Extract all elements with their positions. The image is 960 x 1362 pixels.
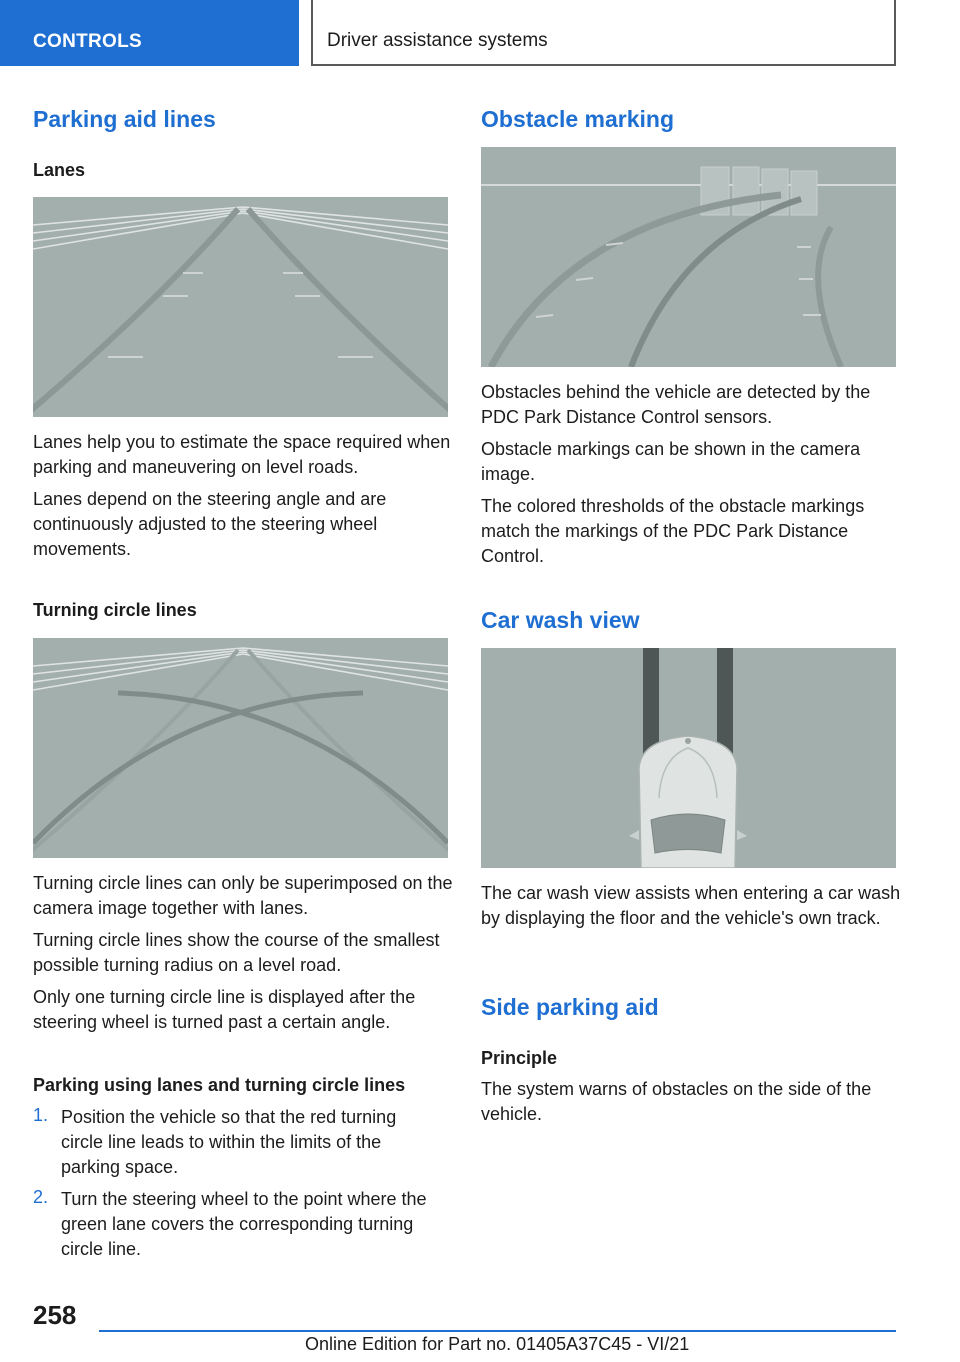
parking-aid-heading: Parking aid lines xyxy=(33,106,216,132)
obstacle-paragraph-1: Obstacles behind the vehicle are detected by the PDC Park Distance Control sensors. xyxy=(481,382,871,427)
turning-circle-heading: Turning circle lines xyxy=(33,600,197,620)
turning-circle-figure xyxy=(33,638,448,858)
obstacle-paragraph-3: The colored thresholds of the obstacle markings match the markings of the PDC Park Distance Control. xyxy=(481,496,865,566)
header-section-label: CONTROLS xyxy=(33,31,143,52)
side-parking-aid-heading: Side parking aid xyxy=(481,994,659,1020)
lanes-heading: Lanes xyxy=(33,160,86,180)
obstacle-marking-figure xyxy=(481,147,896,367)
lanes-paragraph-1: Lanes help you to estimate the space required when parking and maneuvering on level roads. xyxy=(33,432,451,477)
principle-paragraph: The system warns of obstacles on the side of the vehicle. xyxy=(481,1079,872,1124)
obstacle-marking-heading: Obstacle marking xyxy=(481,106,675,132)
turning-paragraph-2: Turning circle lines show the course of the smallest possible turning radius on a level road. xyxy=(33,930,440,975)
footer-divider xyxy=(99,1330,896,1332)
turning-paragraph-3: Only one turning circle line is displayed after the steering wheel is turned past a certain angle. xyxy=(33,987,416,1032)
header-chapter-label: Driver assistance systems xyxy=(327,30,548,51)
step-2-number: 2. xyxy=(33,1187,49,1207)
lanes-figure xyxy=(33,197,448,417)
turning-paragraph-1: Turning circle lines can only be superimposed on the camera image together with lanes. xyxy=(33,873,453,918)
car-wash-paragraph-1: The car wash view assists when entering a car wash by displaying the floor and the vehicle's own track. xyxy=(481,883,901,928)
footer-edition: Online Edition for Part no. 01405A37C45 - VI/21 xyxy=(305,1334,690,1354)
car-wash-heading: Car wash view xyxy=(481,607,640,633)
header-section-tab xyxy=(0,0,299,66)
parking-using-heading: Parking using lanes and turning circle lines xyxy=(33,1075,406,1095)
principle-heading: Principle xyxy=(481,1048,558,1068)
page-number: 258 xyxy=(33,1300,77,1330)
car-wash-figure xyxy=(481,648,896,868)
step-1-text: Position the vehicle so that the red turning circle line leads to within the limits of the parking space. xyxy=(61,1107,397,1177)
step-2-text: Turn the steering wheel to the point where the green lane covers the corresponding turning circle line. xyxy=(61,1189,427,1259)
step-1-number: 1. xyxy=(33,1105,49,1125)
obstacle-paragraph-2: Obstacle markings can be shown in the camera image. xyxy=(481,439,861,484)
lanes-paragraph-2: Lanes depend on the steering angle and are continuously adjusted to the steering wheel movements. xyxy=(33,489,387,559)
header-chapter-box xyxy=(311,0,896,66)
